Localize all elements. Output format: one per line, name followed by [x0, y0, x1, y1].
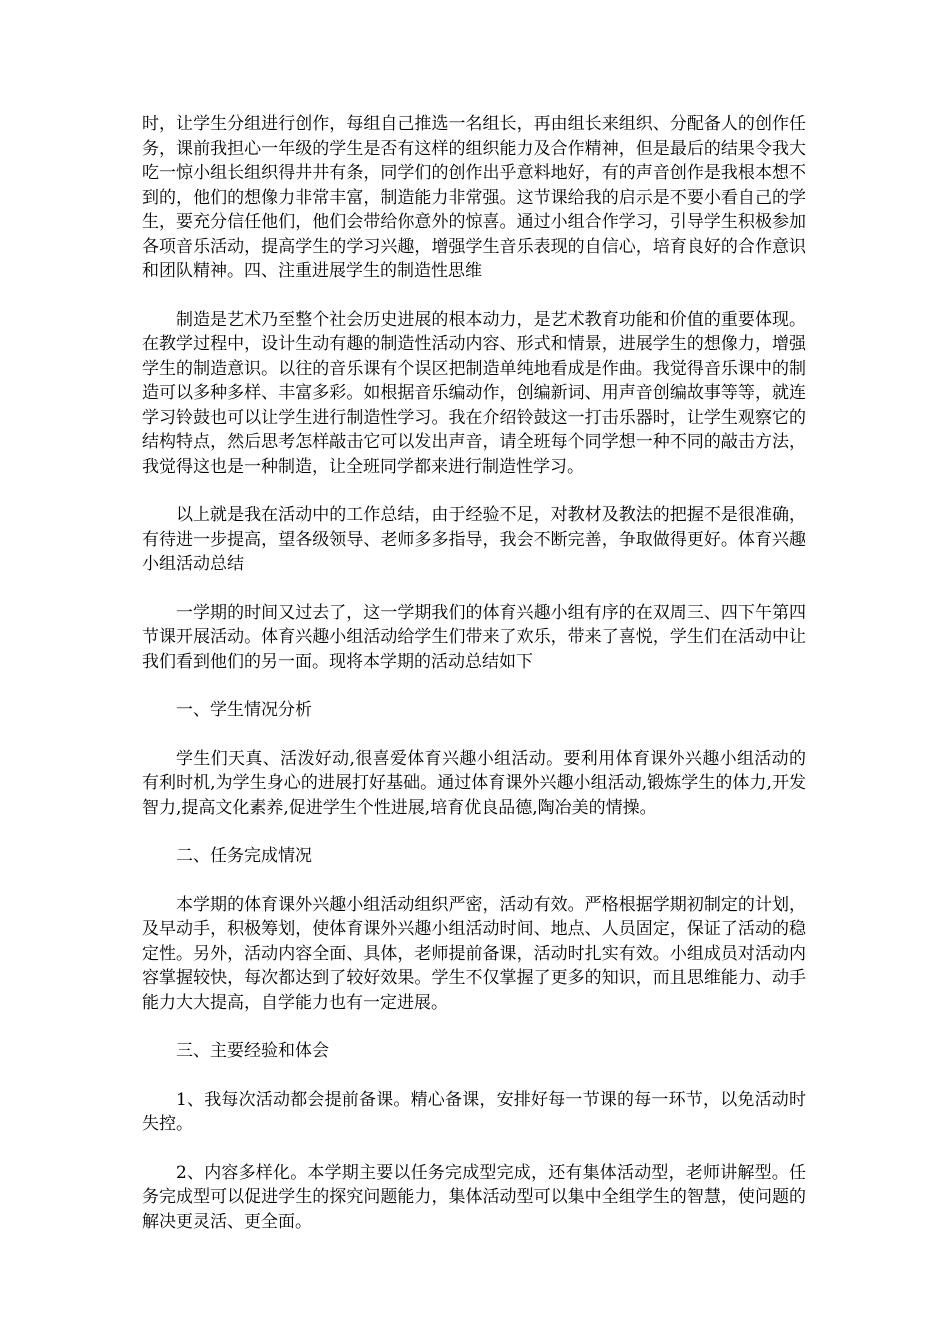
paragraph-1: 时，让学生分组进行创作，每组自己推选一名组长，再由组长来组织、分配备人的创作任务，课前我担心一年级的学生是否有这样的组织能力及合作精神，但是最后的结果令我大吃一惊小组长组织得井井有条，同学们的创作出乎意料地好，有的声音创作是我根本想不到的，他们的想像力非常丰富，制造能力非常强。这节课给我的启示是不要小看自己的学生，要充分信任他们，他们会带给你意外的惊喜。通过小组合作学习，引导学生积极参加各项音乐活动，提高学生的学习兴趣，增强学生音乐表现的自信心，培育良好的合作意识和团队精神。四、注重进展学生的制造性思维	[142, 114, 806, 281]
list-item-2: 2、内容多样化。本学期主要以任务完成型完成，还有集体活动型，老师讲解型。任务完成型可以促进学生的探究问题能力，集体活动型可以集中全组学生的智慧，使问题的解决更灵活、更全面。	[142, 1162, 806, 1232]
paragraph-4: 一学期的时间又过去了，这一学期我们的体育兴趣小组有序的在双周三、四下午第四节课开展活动。体育兴趣小组活动给学生们带来了欢乐，带来了喜悦，学生们在活动中让我们看到他们的另一面。现将本学期的活动总结如下	[142, 602, 806, 672]
list-item-1: 1、我每次活动都会提前备课。精心备课，安排好每一节课的每一环节，以免活动时失控。	[142, 1089, 806, 1134]
paragraph-5: 学生们天真、活泼好动,很喜爱体育兴趣小组活动。要利用体育课外兴趣小组活动的有利时机,为学生身心的进展打好基础。通过体育课外兴趣小组活动,锻炼学生的体力,开发智力,提高文化素养,促进学生个性进展,培育优良品德,陶冶美的情操。	[142, 748, 806, 818]
document-page	[142, 112, 806, 1258]
paragraph-2: 制造是艺术乃至整个社会历史进展的根本动力，是艺术教育功能和价值的重要体现。在教学过程中，设计生动有趣的制造性活动内容、形式和情景，进展学生的想像力，增强学生的制造意识。以往的音乐课有个误区把制造单纯地看成是作曲。我觉得音乐课中的制造可以多种多样、丰富多彩。如根据音乐编动作，创编新词、用声音创编故事等等，就连学习铃鼓也可以让学生进行制造性学习。我在介绍铃鼓这一打击乐器时，让学生观察它的结构特点，然后思考怎样敲击它可以发出声音，请全班每个同学想一种不同的敲击方法，我觉得这也是一种制造，让全班同学都来进行制造性学习。	[142, 309, 806, 477]
paragraph-6: 本学期的体育课外兴趣小组活动组织严密，活动有效。严格根据学期初制定的计划，及早动手，积极筹划，使体育课外兴趣小组活动时间、地点、人员固定，保证了活动的稳定性。另外，活动内容全面、具体，老师提前备课，活动时扎实有效。小组成员对活动内容掌握较快，每次都达到了较好效果。学生不仅掌握了更多的知识，而且思维能力、动手能力大大提高，自学能力也有一定进展。	[142, 894, 806, 1013]
section-heading-3: 三、主要经验和体会	[176, 1041, 329, 1061]
paragraph-3: 以上就是我在活动中的工作总结，由于经验不足，对教材及教法的把握不是很准确，有待进一步提高，望各级领导、老师多多指导，我会不断完善，争取做得更好。体育兴趣小组活动总结	[142, 505, 806, 574]
section-heading-2: 二、任务完成情况	[176, 846, 312, 866]
section-heading-1: 一、学生情况分析	[176, 700, 312, 720]
